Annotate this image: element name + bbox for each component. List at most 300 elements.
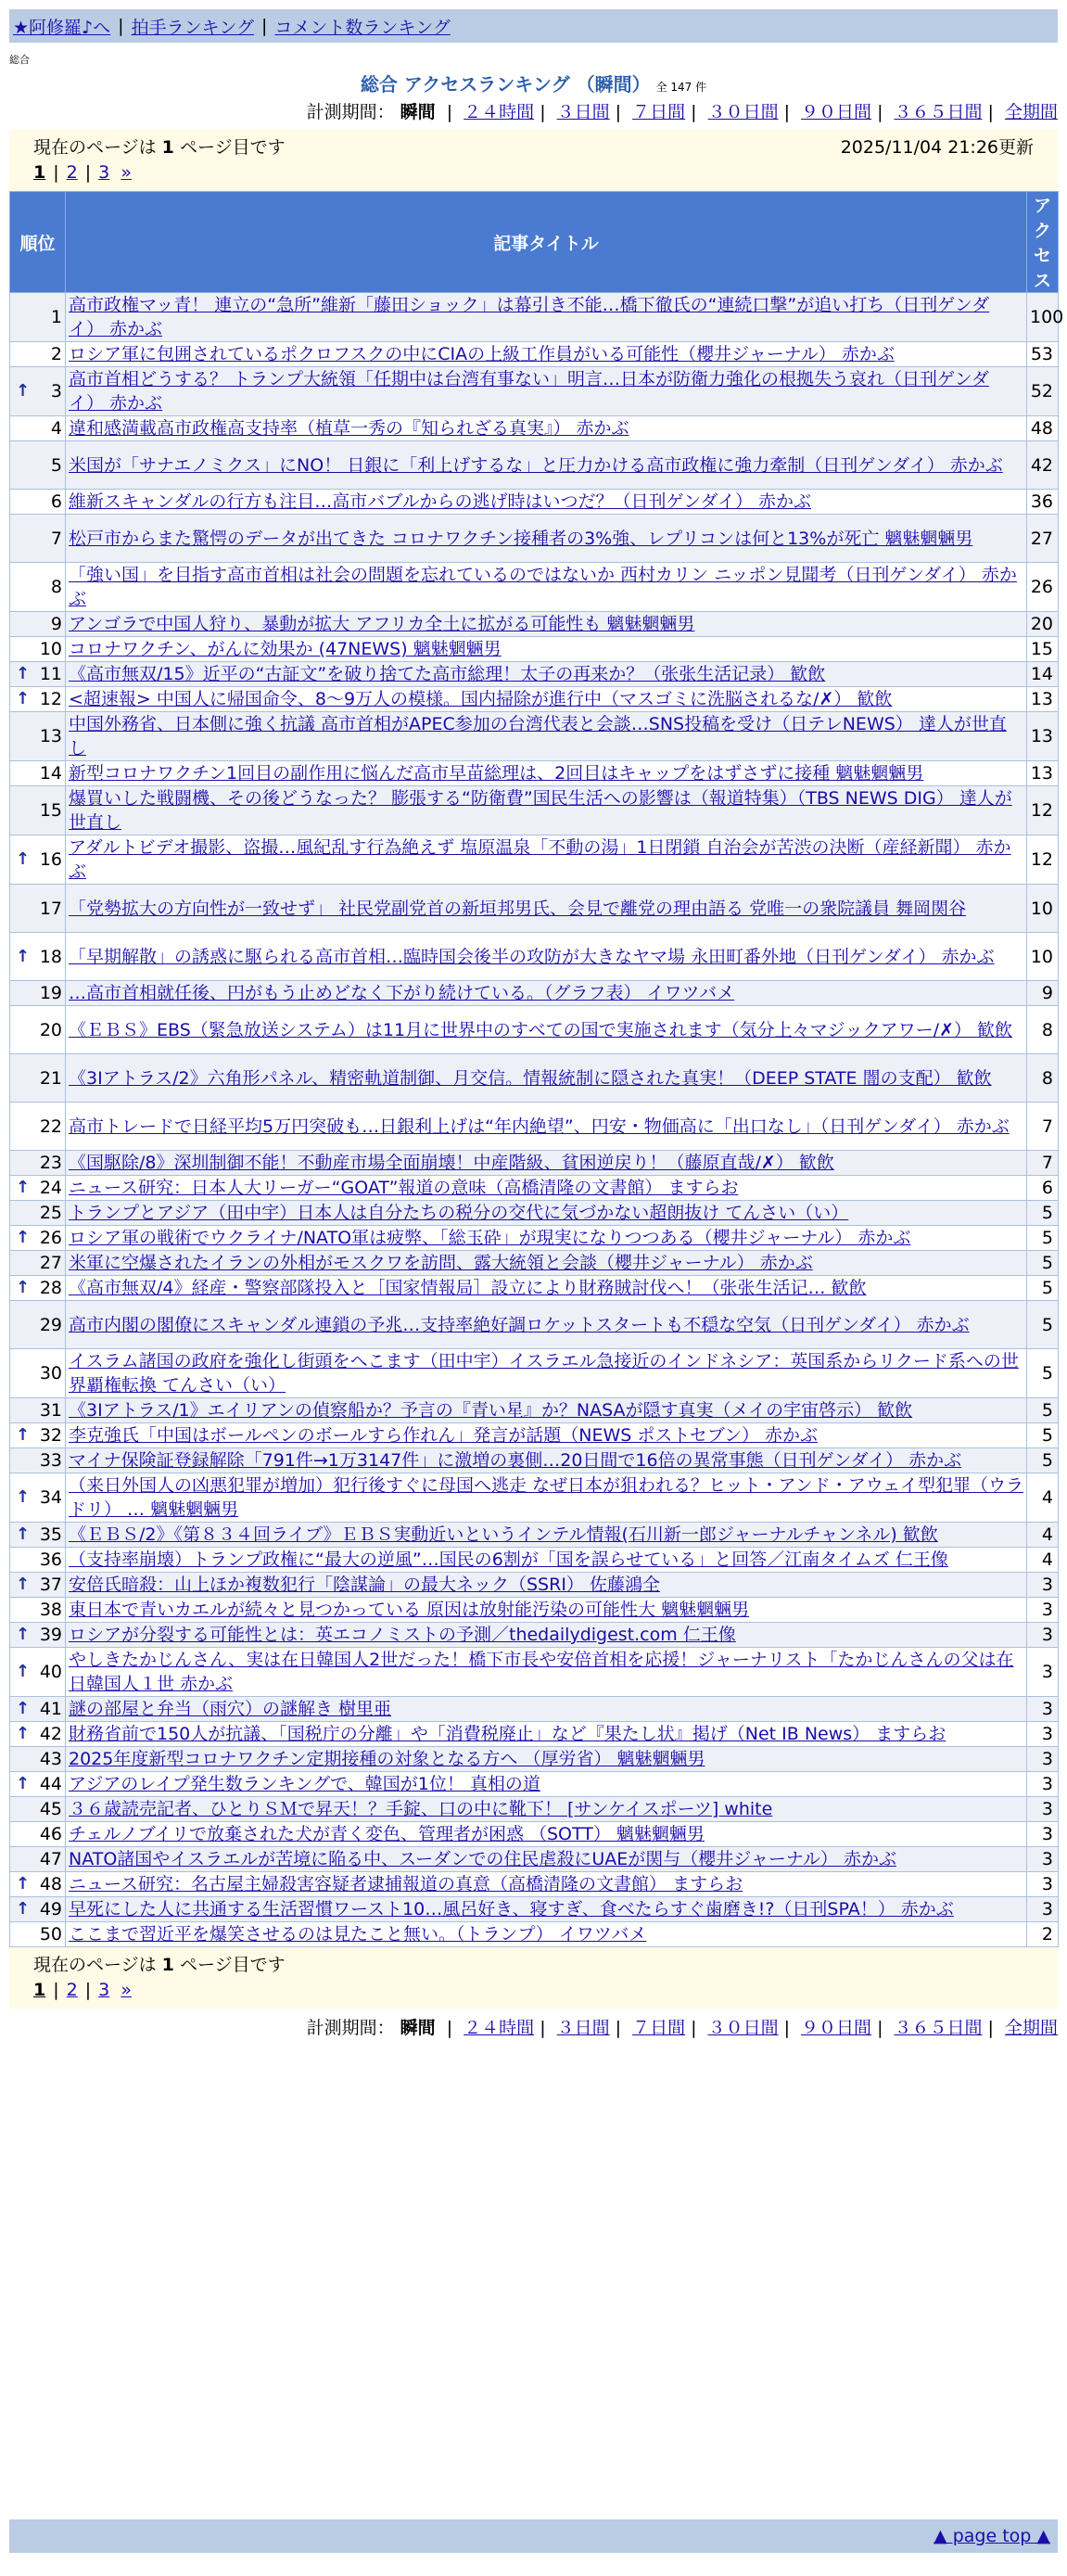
rank-number: 7 xyxy=(50,528,62,549)
article-title-link[interactable]: 米国が「サナエノミクス」にNO！ 日銀に「利上げするな」と圧力かける高市政権に強力牽制（日刊ゲンダイ） 赤かぶ xyxy=(69,454,1003,476)
page-separator: | xyxy=(84,1980,92,2000)
rank-cell xyxy=(10,1922,66,1947)
access-count: 20 xyxy=(1027,612,1059,637)
article-title-link[interactable]: 東日本で青いカエルが続々と見つかっている 原因は放射能汚染の可能性大 魑魅魍魎男 xyxy=(69,1600,750,1620)
article-title-link[interactable]: 高市内閣の閣僚にスキャンダル連鎖の予兆…支持率絶好調ロケットスタートも不穏な空気（日刊ゲンダイ） 赤かぶ xyxy=(69,1314,970,1335)
ranking-title: 総合 アクセスランキング （瞬間） xyxy=(360,73,651,96)
period-option-all[interactable]: 全期間 xyxy=(1004,2018,1058,2038)
table-row xyxy=(10,786,1059,835)
access-count: 27 xyxy=(1027,515,1059,563)
period-option-30d[interactable]: ３０日間 xyxy=(707,2018,779,2038)
title-cell xyxy=(66,515,1027,563)
article-title-link[interactable]: 安倍氏暗殺：山上ほか複数犯行「陰謀論」の最大ネック（SSRI） 佐藤鴻全 xyxy=(69,1575,660,1595)
page-link-current: 1 xyxy=(33,1980,46,2000)
title-cell xyxy=(66,1201,1027,1226)
table-row xyxy=(10,981,1059,1006)
access-count: 3 xyxy=(1027,1722,1059,1747)
table-row xyxy=(10,1922,1059,1947)
rank-cell xyxy=(10,612,66,637)
article-title-link[interactable]: イスラム諸国の政府を強化し街頭をへこます（田中宇）イスラエル急接近のインドネシア：英国系からリクード系への世界覇権転換 てんさい（い） xyxy=(69,1351,1019,1396)
rank-cell xyxy=(10,1897,66,1922)
rank-cell xyxy=(10,515,66,563)
article-title-link[interactable]: 違和感満載高市政権高支持率（植草一秀の『知られざる真実』） 赤かぶ xyxy=(69,418,629,439)
title-cell xyxy=(66,1847,1027,1872)
period-option-3d[interactable]: ３日間 xyxy=(556,2018,610,2038)
rank-number: 5 xyxy=(50,454,62,476)
article-title-link[interactable]: アンゴラで中国人狩り、暴動が拡大 アフリカ全土に拡がる可能性も 魑魅魍魎男 xyxy=(69,614,695,634)
table-row xyxy=(10,637,1059,662)
article-title-link[interactable]: 李克強氏「中国はボールペンのボールすら作れん」発言が話題（NEWS ポストセブン） 赤かぶ xyxy=(69,1425,819,1446)
nav-separator: | xyxy=(261,16,268,36)
period-separator: | xyxy=(877,102,883,122)
access-count: 48 xyxy=(1027,416,1059,441)
rank-cell xyxy=(10,1523,66,1548)
rank-number: 8 xyxy=(50,577,62,597)
rank-cell xyxy=(10,1103,66,1151)
table-row xyxy=(10,1176,1059,1201)
period-separator: | xyxy=(691,102,697,122)
title-cell xyxy=(66,1722,1027,1747)
access-count: 4 xyxy=(1027,1548,1059,1573)
access-count: 8 xyxy=(1027,1006,1059,1054)
article-title-link[interactable]: アダルトビデオ撮影、盗撮…風紀乱す行為絶えず 塩原温泉「不動の湯」1日閉鎖 自治会が苦渋の決断（産経新聞） 赤かぶ xyxy=(69,837,1011,882)
page-top-link[interactable]: ▲ page top ▲ xyxy=(934,2526,1050,2546)
up-arrow-icon: ↑ xyxy=(16,689,31,708)
access-count: 10 xyxy=(1027,885,1059,933)
table-row xyxy=(10,712,1059,761)
rank-cell xyxy=(10,1349,66,1398)
rank-number: 36 xyxy=(39,1549,62,1570)
rank-number: 14 xyxy=(39,763,62,784)
rank-cell xyxy=(10,1226,66,1251)
table-row xyxy=(10,1473,1059,1523)
title-cell xyxy=(66,367,1027,416)
table-row xyxy=(10,761,1059,786)
access-count: 10 xyxy=(1027,933,1059,981)
table-row xyxy=(10,1301,1059,1349)
access-count: 12 xyxy=(1027,786,1059,835)
rank-cell xyxy=(10,1301,66,1349)
access-count: 12 xyxy=(1027,835,1059,885)
table-row xyxy=(10,1872,1059,1897)
rank-cell xyxy=(10,712,66,761)
article-title-link[interactable]: 高市首相どうする？ トランプ大統領「任期中は台湾有事ない」明言…日本が防衛力強化の根拠失う哀れ（日刊ゲンダイ） 赤かぶ xyxy=(69,369,989,414)
rank-cell xyxy=(10,1448,66,1473)
article-title-link[interactable]: NATO諸国やイスラエルが苦境に陥る中、スーダンでの住民虐殺にUAEが関与（櫻井ジャーナル） 赤かぶ xyxy=(69,1849,896,1869)
pagination xyxy=(33,1980,1034,2000)
rank-number: 22 xyxy=(39,1116,62,1137)
rank-number: 47 xyxy=(39,1849,62,1869)
rank-cell xyxy=(10,563,66,612)
rank-number: 34 xyxy=(39,1487,62,1508)
page-number: 1 xyxy=(161,137,174,158)
article-title-link[interactable]: ロシア軍の戦術でウクライナ/NATO軍は疲弊、「総玉砕」が現実になりつつある（櫻井ジャーナル） 赤かぶ xyxy=(69,1228,911,1248)
table-row xyxy=(10,1201,1059,1226)
article-title-link[interactable]: 高市政権マッ青！ 連立の“急所”維新「藤田ショック」は幕引き不能…橋下徹氏の“連続口撃”が追い打ち（日刊ゲンダイ） 赤かぶ xyxy=(69,295,990,339)
rank-number: 6 xyxy=(50,491,62,512)
title-cell xyxy=(66,662,1027,687)
page-prefix: 現在のページは xyxy=(33,137,157,158)
article-title-link[interactable]: ニュース研究：名古屋主婦殺害容疑者逮捕報道の真意（高橋清隆の文書館） ますらお xyxy=(69,1874,743,1894)
article-title-link[interactable]: 《国駆除/8》深圳制御不能！不動産市場全面崩壊！中産階級、貧困逆戻り！（藤原直哉/✗） 歓飲 xyxy=(69,1153,834,1173)
rank-number: 9 xyxy=(50,614,62,634)
rank-cell xyxy=(10,1276,66,1301)
title-cell xyxy=(66,1623,1027,1648)
rank-number: 42 xyxy=(39,1724,62,1744)
rank-number: 23 xyxy=(39,1153,62,1173)
updated-timestamp: 2025/11/04 21:26更新 xyxy=(840,137,1034,158)
access-count: 100 xyxy=(1027,293,1059,342)
article-title-link[interactable]: 財務省前で150人が抗議、「国税庁の分離」や「消費税廃止」など『果たし状』掲げ（Net IB News） ますらお xyxy=(69,1724,946,1744)
page-link-3[interactable]: 3 xyxy=(98,1980,110,2000)
page-separator: | xyxy=(84,162,92,183)
access-count: 4 xyxy=(1027,1523,1059,1548)
article-title-link[interactable]: 2025年度新型コロナワクチン定期接種の対象となる方へ （厚労省） 魑魅魍魎男 xyxy=(69,1749,705,1769)
article-title-link[interactable]: マイナ保険証登録解除「791件→1万3147件」に激増の裏側…20日間で16倍の異常事態（日刊ゲンダイ） 赤かぶ xyxy=(69,1450,962,1471)
rank-cell xyxy=(10,1423,66,1448)
article-title-link[interactable]: 高市トレードで日経平均5万円突破も…日銀利上げは“年内絶望”、円安・物価高に「出口なし」（日刊ゲンダイ） 赤かぶ xyxy=(69,1116,1010,1137)
table-row xyxy=(10,1897,1059,1922)
up-arrow-icon: ↑ xyxy=(16,1874,31,1894)
page-prefix: 現在のページは xyxy=(33,1955,157,1975)
rank-number: 32 xyxy=(39,1425,62,1446)
access-count: 15 xyxy=(1027,637,1059,662)
article-title-link[interactable]: チェルノブイリで放棄された犬が青く変色、管理者が困惑 （SOTT） 魑魅魍魎男 xyxy=(69,1824,705,1844)
access-count: 13 xyxy=(1027,712,1059,761)
article-title-link[interactable]: 爆買いした戦闘機、その後どうなった？ 膨張する“防衛費”国民生活への影響は（報道特集）（TBS NEWS DIG） 達人が世直し xyxy=(69,788,1012,833)
title-cell xyxy=(66,933,1027,981)
rank-cell xyxy=(10,1822,66,1847)
article-title-link[interactable]: ロシア軍に包囲されているポクロフスクの中にCIAの上級工作員がいる可能性（櫻井ジャーナル） 赤かぶ xyxy=(69,344,895,364)
up-arrow-icon: ↑ xyxy=(16,1699,31,1718)
period-option-24h[interactable]: ２４時間 xyxy=(464,2018,535,2038)
rank-cell xyxy=(10,933,66,981)
rank-cell xyxy=(10,293,66,342)
article-title-link[interactable]: 《高市無双/4》経産・警察部隊投入と［国家情報局］設立により財務賊討伐へ！（张张生活记… 歓飲 xyxy=(69,1278,867,1298)
page-next-link[interactable]: » xyxy=(121,1980,132,2000)
period-option-3d[interactable]: ３日間 xyxy=(556,102,610,122)
title-cell xyxy=(66,1176,1027,1201)
period-selector-top xyxy=(307,98,1058,123)
access-count: 5 xyxy=(1027,1226,1059,1251)
title-cell xyxy=(66,1473,1027,1523)
title-cell xyxy=(66,1301,1027,1349)
access-count: 5 xyxy=(1027,1398,1059,1423)
article-title-link[interactable]: 米軍に空爆されたイランの外相がモスクワを訪問、露大統領と会談（櫻井ジャーナル） 赤かぶ xyxy=(69,1253,813,1273)
current-page-text xyxy=(33,1951,286,1976)
period-label: 計測期間： xyxy=(306,102,395,122)
article-title-link[interactable]: <超速報> 中国人に帰国命令、8～9万人の模様。国内掃除が進行中（マスゴミに洗脳されるな/✗） 歓飲 xyxy=(69,689,893,709)
rank-header: 順位 xyxy=(10,192,66,293)
article-title-link[interactable]: ３６歳読売記者、ひとりＳＭで昇天！？手錠、口の中に靴下！ [サンケイスポーツ] white xyxy=(69,1799,773,1819)
article-title-link[interactable]: ロシアが分裂する可能性とは：英エコノミストの予測／thedailydigest.com 仁王像 xyxy=(69,1625,736,1645)
rank-cell xyxy=(10,1872,66,1897)
ranking-table-body xyxy=(10,293,1064,1947)
article-title-link[interactable]: …高市首相就任後、円がもう止めどなく下がり続けている。（グラフ表） イワツバメ xyxy=(69,983,735,1003)
table-row xyxy=(10,490,1059,515)
table-row xyxy=(10,1054,1059,1103)
access-count: 5 xyxy=(1027,1201,1059,1226)
up-arrow-icon: ↑ xyxy=(16,381,31,401)
article-title-link[interactable]: 《高市無双/15》近平の“古証文”を破り捨てた高市総理！太子の再来か？（张张生活记录） 歓飲 xyxy=(69,664,826,684)
title-cell xyxy=(66,1448,1027,1473)
access-count: 5 xyxy=(1027,1276,1059,1301)
table-row xyxy=(10,1448,1059,1473)
period-option-365d[interactable]: ３６５日間 xyxy=(894,2018,983,2038)
title-cell xyxy=(66,1423,1027,1448)
access-count: 3 xyxy=(1027,1822,1059,1847)
rank-number: 50 xyxy=(39,1924,62,1945)
title-cell xyxy=(66,1349,1027,1398)
rank-number: 31 xyxy=(39,1400,62,1421)
up-arrow-icon: ↑ xyxy=(16,1487,31,1507)
page-next-link[interactable]: » xyxy=(121,162,132,183)
rank-number: 18 xyxy=(39,946,62,967)
title-cell xyxy=(66,1797,1027,1822)
rank-number: 29 xyxy=(39,1314,62,1335)
up-arrow-icon: ↑ xyxy=(16,849,31,869)
up-arrow-icon: ↑ xyxy=(16,1774,31,1793)
access-count: 3 xyxy=(1027,1697,1059,1722)
period-option-all[interactable]: 全期間 xyxy=(1004,102,1058,122)
rank-number: 15 xyxy=(39,800,62,821)
current-page-text xyxy=(33,134,286,159)
period-label: 計測期間： xyxy=(306,2018,395,2038)
rank-number: 33 xyxy=(39,1450,62,1471)
page-link-2[interactable]: 2 xyxy=(66,1980,78,2000)
title-cell xyxy=(66,612,1027,637)
period-option-24h[interactable]: ２４時間 xyxy=(464,102,535,122)
article-title-link[interactable]: 「早期解散」の誘惑に駆られる高市首相…臨時国会後半の攻防が大きなヤマ場 永田町番外地（日刊ゲンダイ） 赤かぶ xyxy=(69,946,995,967)
access-count: 3 xyxy=(1027,1747,1059,1772)
access-count: 52 xyxy=(1027,367,1059,416)
access-count: 13 xyxy=(1027,687,1059,712)
rank-cell xyxy=(10,637,66,662)
article-title-link[interactable]: やしきたかじんさん、実は在日韓国人2世だった！橋下市長や安倍首相を応援！ジャーナリスト「たかじんさんの父は在日韓国人１世 赤かぶ xyxy=(69,1650,1014,1694)
period-separator: | xyxy=(540,102,546,122)
article-title-link[interactable]: ニュース研究：日本人大リーガー“GOAT”報道の意味（高橋清隆の文書館） ますらお xyxy=(69,1178,739,1198)
rank-cell xyxy=(10,1548,66,1573)
table-row xyxy=(10,416,1059,441)
rank-number: 16 xyxy=(39,849,62,870)
table-row xyxy=(10,1349,1059,1398)
article-title-link[interactable]: 《ＥＢＳ》EBS（緊急放送システム）は11月に世界中のすべての国で実施されます（気分上々マジックアワー/✗） 歓飲 xyxy=(69,1019,1013,1040)
table-row xyxy=(10,1648,1059,1697)
article-title-link[interactable]: トランプとアジア（田中宇）日本人は自分たちの税分の交代に気づかない超朗抜け てんさい（い） xyxy=(69,1203,849,1223)
article-title-link[interactable]: ここまで習近平を爆笑させるのは見たこと無い。（トランプ） イワツバメ xyxy=(69,1924,647,1945)
article-title-link[interactable]: コロナワクチン、がんに効果か (47NEWS) 魑魅魍魎男 xyxy=(69,639,502,659)
access-count: 3 xyxy=(1027,1897,1059,1922)
article-title-link[interactable]: （来日外国人の凶悪犯罪が増加）犯行後すぐに母国へ逃走 なぜ日本が狙われる？ヒット・アンド・アウェイ型犯罪（ウラドリ） … 魑魅魍魎男 xyxy=(69,1475,1023,1520)
access-count: 5 xyxy=(1027,1448,1059,1473)
access-count: 3 xyxy=(1027,1772,1059,1797)
page-number: 1 xyxy=(161,1955,174,1975)
rank-number: 43 xyxy=(39,1749,62,1769)
title-cell xyxy=(66,293,1027,342)
up-arrow-icon: ↑ xyxy=(16,1425,31,1445)
period-selector-bottom xyxy=(307,2014,1058,2039)
page-separator: | xyxy=(53,1980,59,2000)
access-count: 5 xyxy=(1027,1251,1059,1276)
table-row xyxy=(10,612,1059,637)
page-link-2[interactable]: 2 xyxy=(66,162,78,183)
title-cell xyxy=(66,490,1027,515)
nav-separator: | xyxy=(118,16,124,36)
title-cell xyxy=(66,1006,1027,1054)
table-row xyxy=(10,1548,1059,1573)
top-nav-bar xyxy=(9,9,1058,43)
rank-cell xyxy=(10,1722,66,1747)
rank-number: 24 xyxy=(39,1178,62,1198)
article-title-link[interactable]: 早死にした人に共通する生活習慣ワースト10…風呂好き、寝すぎ、食べたらすぐ歯磨き!?（日刊SPA！） 赤かぶ xyxy=(69,1899,954,1919)
title-cell xyxy=(66,1398,1027,1423)
page-info-top xyxy=(9,130,1058,191)
table-row xyxy=(10,933,1059,981)
article-title-link[interactable]: 「強い国」を目指す高市首相は社会の問題を忘れているのではないか 西村カリン ニッポン見聞考（日刊ゲンダイ） 赤かぶ xyxy=(69,565,1017,609)
page-suffix: ページ目です xyxy=(179,137,286,158)
period-separator: | xyxy=(783,2018,790,2038)
table-row xyxy=(10,1423,1059,1448)
period-option-7d[interactable]: ７日間 xyxy=(632,2018,686,2038)
article-title-link[interactable]: アジアのレイプ発生数ランキングで、韓国が1位！ 真相の道 xyxy=(69,1774,540,1794)
title-cell xyxy=(66,761,1027,786)
rank-number: 39 xyxy=(39,1625,62,1645)
period-option-90d[interactable]: ９０日間 xyxy=(801,102,872,122)
up-arrow-icon: ↑ xyxy=(16,1625,31,1644)
rank-cell xyxy=(10,1623,66,1648)
rank-cell xyxy=(10,342,66,367)
title-cell xyxy=(66,1747,1027,1772)
rank-cell xyxy=(10,1473,66,1523)
access-count: 3 xyxy=(1027,1872,1059,1897)
title-cell xyxy=(66,342,1027,367)
title-cell xyxy=(66,1697,1027,1722)
up-arrow-icon: ↑ xyxy=(16,946,31,966)
title-cell xyxy=(66,1573,1027,1598)
period-separator: | xyxy=(540,2018,546,2038)
rank-number: 26 xyxy=(39,1228,62,1248)
title-cell xyxy=(66,1648,1027,1697)
rank-number: 45 xyxy=(39,1799,62,1819)
up-arrow-icon: ↑ xyxy=(16,1228,31,1247)
applause-ranking-link[interactable]: 拍手ランキング xyxy=(131,17,255,38)
bottom-bar xyxy=(9,2519,1058,2553)
period-option-30d[interactable]: ３０日間 xyxy=(707,102,779,122)
home-link[interactable]: ★阿修羅♪へ xyxy=(13,17,111,38)
rank-number: 49 xyxy=(39,1899,62,1919)
period-separator: | xyxy=(691,2018,697,2038)
table-header-row xyxy=(10,192,1059,293)
period-separator: | xyxy=(987,102,994,122)
rank-cell xyxy=(10,490,66,515)
rank-cell xyxy=(10,662,66,687)
title-cell xyxy=(66,981,1027,1006)
period-current: 瞬間 xyxy=(400,2018,436,2038)
ranking-table xyxy=(9,191,1064,1947)
rank-number: 35 xyxy=(39,1524,62,1545)
up-arrow-icon: ↑ xyxy=(16,1662,31,1681)
article-title-link[interactable]: 「党勢拡大の方向性が一致せず」 社民党副党首の新垣邦男氏、会見で離党の理由語る 党唯一の衆院議員 舞岡関谷 xyxy=(69,898,967,919)
rank-number: 37 xyxy=(39,1575,62,1595)
rank-number: 1 xyxy=(50,307,62,327)
table-row xyxy=(10,1398,1059,1423)
table-row xyxy=(10,1523,1059,1548)
rank-cell xyxy=(10,1054,66,1103)
page-title xyxy=(0,70,1067,96)
rank-number: 11 xyxy=(39,664,62,684)
rank-cell xyxy=(10,1797,66,1822)
access-count: 2 xyxy=(1027,1922,1059,1947)
rank-cell xyxy=(10,1697,66,1722)
title-header: 記事タイトル xyxy=(66,192,1027,293)
rank-number: 3 xyxy=(50,381,62,402)
table-row xyxy=(10,1847,1059,1872)
title-cell xyxy=(66,687,1027,712)
article-title-link[interactable]: 中国外務省、日本側に強く抗議 高市首相がAPEC参加の台湾代表と会談…SNS投稿を受け（日テレNEWS） 達人が世直し xyxy=(69,714,1007,759)
article-title-link[interactable]: 《ＥＢＳ/2》《第８３４回ライブ》ＥＢＳ実動近いというインテル情報(石川新一郎ジャーナルチャンネル) 歓飲 xyxy=(69,1524,938,1545)
table-row xyxy=(10,293,1059,342)
article-title-link[interactable]: 維新スキャンダルの行方も注目…高市バブルからの逃げ時はいつだ？（日刊ゲンダイ） 赤かぶ xyxy=(69,491,812,512)
table-row xyxy=(10,1103,1059,1151)
rank-number: 46 xyxy=(39,1824,62,1844)
article-title-link[interactable]: 松戸市からまた驚愕のデータが出てきた コロナワクチン接種者の3%強、レプリコンは何と13%が死亡 魑魅魍魎男 xyxy=(69,528,973,549)
rank-number: 4 xyxy=(50,418,62,439)
title-cell xyxy=(66,1548,1027,1573)
page-separator: | xyxy=(53,162,59,183)
title-cell xyxy=(66,1054,1027,1103)
table-row xyxy=(10,1598,1059,1623)
page-info-bottom xyxy=(9,1947,1058,2009)
article-title-link[interactable]: 謎の部屋と弁当（雨穴）の謎解き 樹里亜 xyxy=(69,1699,392,1719)
rank-cell xyxy=(10,1573,66,1598)
rank-number: 10 xyxy=(39,639,62,659)
period-separator: | xyxy=(877,2018,883,2038)
title-cell xyxy=(66,1523,1027,1548)
article-title-link[interactable]: 《3Iアトラス/1》エイリアンの偵察船か？予言の『青い星』か？NASAが隠す真実（メイの宇宙啓示） 歓飲 xyxy=(69,1400,913,1421)
table-row xyxy=(10,1251,1059,1276)
page-link-3[interactable]: 3 xyxy=(98,162,110,183)
table-row xyxy=(10,662,1059,687)
rank-cell xyxy=(10,1747,66,1772)
title-cell xyxy=(66,712,1027,761)
access-count: 7 xyxy=(1027,1151,1059,1176)
up-arrow-icon: ↑ xyxy=(16,1899,31,1919)
title-cell xyxy=(66,786,1027,835)
rank-cell xyxy=(10,1201,66,1226)
article-title-link[interactable]: 新型コロナワクチン1回目の副作用に悩んだ高市早苗総理は、2回目はキャップをはずさずに接種 魑魅魍魎男 xyxy=(69,763,924,784)
access-count: 13 xyxy=(1027,761,1059,786)
comment-ranking-link[interactable]: コメント数ランキング xyxy=(274,17,451,38)
title-cell xyxy=(66,1226,1027,1251)
period-option-365d[interactable]: ３６５日間 xyxy=(894,102,983,122)
rank-cell xyxy=(10,687,66,712)
period-separator: | xyxy=(446,102,453,122)
title-cell xyxy=(66,1897,1027,1922)
rank-number: 41 xyxy=(39,1699,62,1719)
rank-number: 2 xyxy=(50,344,62,364)
table-row xyxy=(10,367,1059,416)
rank-number: 44 xyxy=(39,1774,62,1794)
period-separator: | xyxy=(615,102,622,122)
rank-cell xyxy=(10,1648,66,1697)
article-title-link[interactable]: （支持率崩壊）トランプ政権に“最大の逆風”…国民の6割が「国を誤らせている」と回答／江南タイムズ 仁王像 xyxy=(69,1549,948,1570)
rank-number: 25 xyxy=(39,1203,62,1223)
up-arrow-icon: ↑ xyxy=(16,1524,31,1544)
period-option-7d[interactable]: ７日間 xyxy=(632,102,686,122)
article-title-link[interactable]: 《3Iアトラス/2》六角形パネル、精密軌道制御、月交信。情報統制に隠された真実！（DEEP STATE 闇の支配） 歓飲 xyxy=(69,1067,992,1089)
period-option-90d[interactable]: ９０日間 xyxy=(801,2018,872,2038)
rank-cell xyxy=(10,1251,66,1276)
